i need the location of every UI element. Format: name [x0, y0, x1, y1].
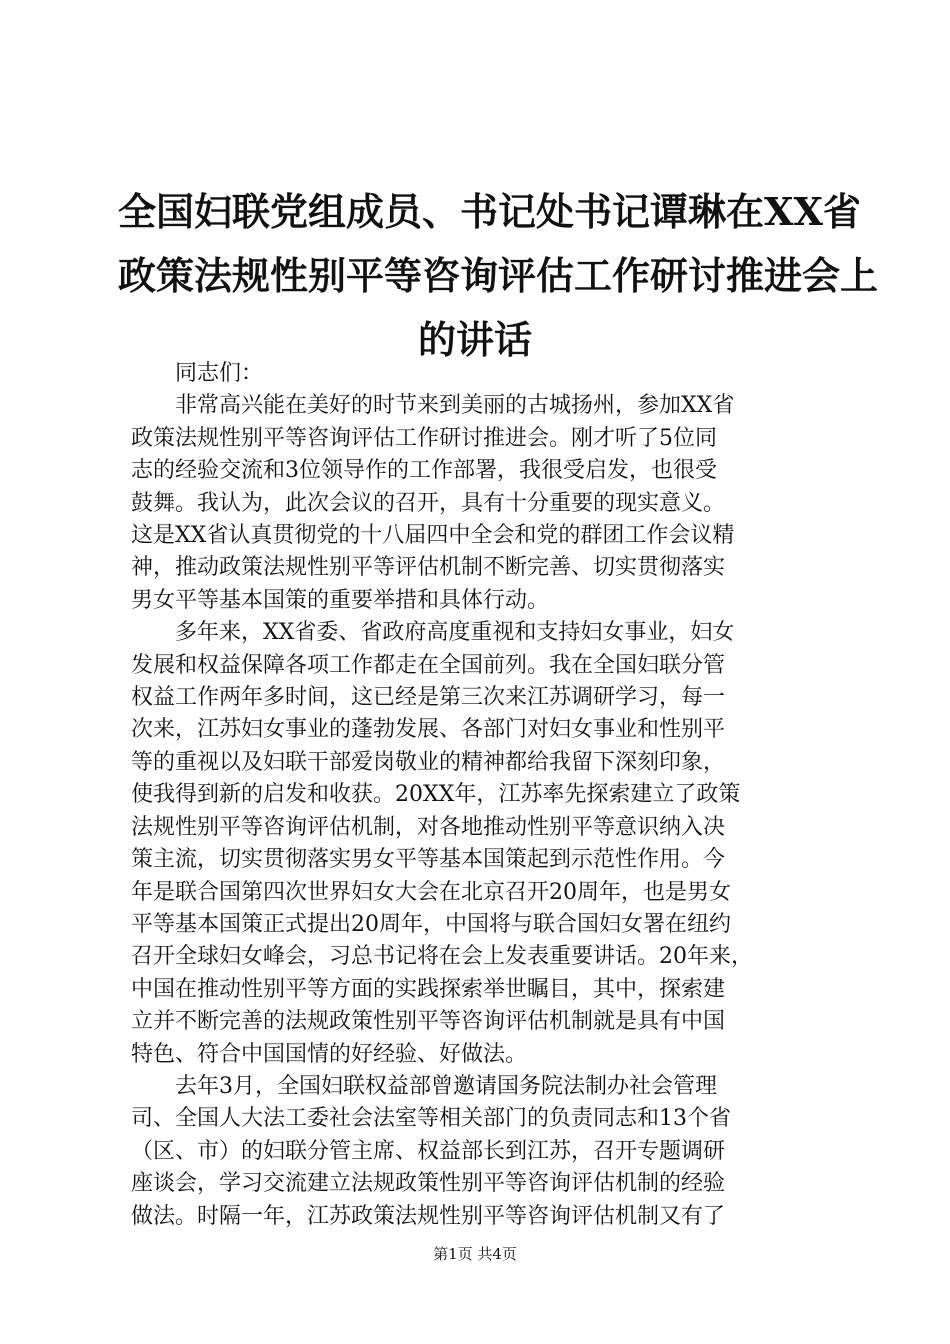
body-text-line: 座谈会，学习交流建立法规政策性别平等咨询评估机制的经验	[131, 1171, 726, 1197]
body-text-line: 鼓舞。我认为，此次会议的召开，具有十分重要的现实意义。	[131, 490, 726, 516]
body-text-line: 平等基本国策正式提出20周年，中国将与联合国妇女署在纽约	[131, 911, 731, 937]
document-body	[131, 358, 827, 1233]
title-line: 全国妇联党组成员、书记处书记谭琳在XX省	[118, 189, 861, 234]
body-text-line: 权益工作两年多时间，这已经是第三次来江苏调研学习，每一	[131, 685, 726, 711]
body-text-line: 年是联合国第四次世界妇女大会在北京召开20周年，也是男女	[131, 879, 731, 905]
body-text-line: 同志们：	[131, 361, 264, 386]
body-text-line: 非常高兴能在美好的时节来到美丽的古城扬州，参加XX省	[131, 393, 735, 419]
body-text-line: 发展和权益保障各项工作都走在全国前列。我在全国妇联分管	[131, 652, 726, 678]
body-text-line: 立并不断完善的法规政策性别平等咨询评估机制就是具有中国	[131, 1009, 726, 1035]
body-text-line: 神，推动政策法规性别平等评估机制不断完善、切实贯彻落实	[131, 555, 726, 581]
body-text-line: 志的经验交流和3位领导作的工作部署，我很受启发，也很受	[131, 458, 717, 484]
body-text-line: 法规性别平等咨询评估机制，对各地推动性别平等意识纳入决	[131, 814, 726, 840]
body-text-line: 等的重视以及妇联干部爱岗敬业的精神都给我留下深刻印象，	[131, 749, 726, 775]
body-text-line: 政策法规性别平等咨询评估工作研讨推进会。刚才听了5位同	[131, 425, 717, 451]
body-text-line: 男女平等基本国策的重要举措和具体行动。	[131, 587, 550, 613]
document-title	[118, 180, 879, 372]
title-line: 的讲话	[417, 317, 532, 362]
body-text-line: 召开全球妇女峰会，习总书记将在会上发表重要讲话。20年来，	[131, 944, 753, 970]
body-text-line: （区、市）的妇联分管主席、权益部长到江苏，召开专题调研	[131, 1138, 726, 1164]
body-text-line: 司、全国人大法工委社会法室等相关部门的负责同志和13个省	[131, 1106, 731, 1132]
body-text-line: 中国在推动性别平等方面的实践探索举世瞩目，其中，探索建	[131, 976, 726, 1002]
body-text-line: 使我得到新的启发和收获。20XX年，江苏率先探索建立了政策	[131, 782, 741, 808]
title-line: 政策法规性别平等咨询评估工作研讨推进会上	[118, 253, 879, 298]
body-text-line: 去年3月，全国妇联权益部曾邀请国务院法制办社会管理	[131, 1073, 717, 1099]
body-text-line: 多年来，XX省委、省政府高度重视和支持妇女事业，妇女	[131, 620, 735, 646]
body-text-line: 策主流，切实贯彻落实男女平等基本国策起到示范性作用。今	[131, 847, 726, 873]
page-number: 第1页 共4页	[433, 1245, 517, 1263]
body-text-line: 特色、符合中国国情的好经验、好做法。	[131, 1041, 528, 1067]
body-text-line: 次来，江苏妇女事业的蓬勃发展、各部门对妇女事业和性别平	[131, 717, 726, 743]
body-text-line: 这是XX省认真贯彻党的十八届四中全会和党的群团工作会议精	[131, 523, 735, 549]
body-text-line: 做法。时隔一年，江苏政策法规性别平等咨询评估机制又有了	[131, 1203, 726, 1229]
